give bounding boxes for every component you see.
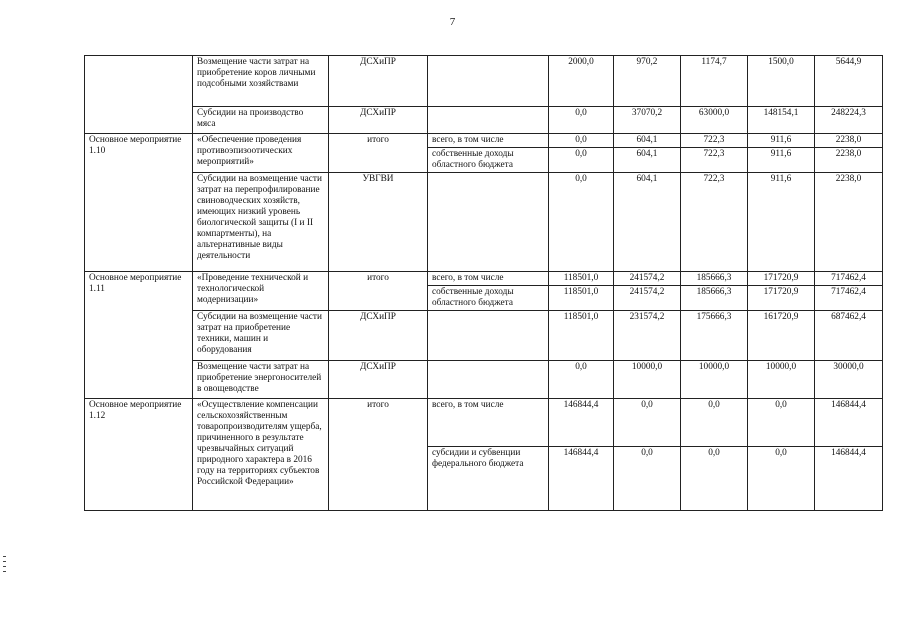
activity-name: Возмещение части затрат на приобретение энергоносителей в овощеводстве [193,361,329,399]
value-cell: 0,0 [614,399,681,447]
activity-name: «Обеспечение проведения противоэпизоотических мероприятий» [193,134,329,173]
table-row [85,173,883,272]
total-cell: 30000,0 [815,361,883,399]
total-cell: 248224,3 [815,107,883,134]
activity-name: Субсидии на возмещение части затрат на приобретение техники, машин и оборудования [193,311,329,361]
margin-mark [3,566,6,567]
funding-source-cell [428,56,549,107]
value-cell: 10000,0 [614,361,681,399]
total-cell: 717462,4 [815,272,883,286]
funding-source-cell: собственные доходы областного бюджета [428,148,549,173]
value-cell: 118501,0 [549,311,614,361]
value-cell: 1500,0 [748,56,815,107]
value-cell: 604,1 [614,134,681,148]
table-row [85,311,883,361]
activity-name: Субсидии на производство мяса [193,107,329,134]
value-cell: 911,6 [748,134,815,148]
value-cell: 0,0 [549,134,614,148]
value-cell: 37070,2 [614,107,681,134]
funding-source-cell: всего, в том числе [428,272,549,286]
funding-source-cell [428,361,549,399]
event-label-cell: Основное мероприятие 1.11 [85,272,193,399]
value-cell: 0,0 [549,107,614,134]
executor-cell: ДСХиПР [329,107,428,134]
event-label-cell: Основное мероприятие 1.12 [85,399,193,511]
value-cell: 148154,1 [748,107,815,134]
value-cell: 231574,2 [614,311,681,361]
value-cell: 0,0 [549,148,614,173]
total-cell: 2238,0 [815,173,883,272]
value-cell: 911,6 [748,148,815,173]
funding-source-cell: всего, в том числе [428,134,549,148]
table-row [85,134,883,148]
activity-name: Возмещение части затрат на приобретение коров личными подсобными хозяйствами [193,56,329,107]
table-row [85,399,883,447]
executor-cell: ДСХиПР [329,361,428,399]
value-cell: 0,0 [748,447,815,511]
executor-cell: ДСХиПР [329,311,428,361]
value-cell: 722,3 [681,173,748,272]
funding-source-cell [428,311,549,361]
value-cell: 1174,7 [681,56,748,107]
funding-source-cell: собственные доходы областного бюджета [428,286,549,311]
value-cell: 118501,0 [549,286,614,311]
value-cell: 146844,4 [549,399,614,447]
funding-source-cell: субсидии и субвенции федерального бюджета [428,447,549,511]
value-cell: 161720,9 [748,311,815,361]
value-cell: 10000,0 [748,361,815,399]
funding-source-cell [428,173,549,272]
value-cell: 0,0 [549,361,614,399]
total-cell: 2238,0 [815,134,883,148]
value-cell: 10000,0 [681,361,748,399]
activity-name: «Осуществление компенсации сельскохозяйственным товаропроизводителям ущерба, причиненного в результате чрезвычайных ситуаций природного характера в 2016 году на территориях субъектов Российской Федерации» [193,399,329,511]
table-row [85,361,883,399]
margin-mark [3,556,6,557]
value-cell: 241574,2 [614,286,681,311]
executor-cell: итого [329,134,428,173]
executor-cell: ДСХиПР [329,56,428,107]
value-cell: 185666,3 [681,272,748,286]
total-cell: 146844,4 [815,447,883,511]
value-cell: 63000,0 [681,107,748,134]
value-cell: 970,2 [614,56,681,107]
value-cell: 146844,4 [549,447,614,511]
total-cell: 2238,0 [815,148,883,173]
executor-cell: итого [329,272,428,311]
value-cell: 241574,2 [614,272,681,286]
activity-name: Субсидии на возмещение части затрат на перепрофилирование свиноводческих хозяйств, имеющих низкий уровень биологической защиты (I и II компартменты), на альтернативные виды деятельности [193,173,329,272]
value-cell: 0,0 [681,399,748,447]
value-cell: 118501,0 [549,272,614,286]
table-row [85,272,883,286]
value-cell: 604,1 [614,148,681,173]
value-cell: 722,3 [681,148,748,173]
value-cell: 185666,3 [681,286,748,311]
value-cell: 911,6 [748,173,815,272]
total-cell: 5644,9 [815,56,883,107]
value-cell: 175666,3 [681,311,748,361]
margin-mark [3,561,6,562]
total-cell: 146844,4 [815,399,883,447]
total-cell: 717462,4 [815,286,883,311]
value-cell: 171720,9 [748,272,815,286]
page-number: 7 [449,16,456,28]
value-cell: 0,0 [549,173,614,272]
executor-cell: итого [329,399,428,511]
value-cell: 0,0 [681,447,748,511]
executor-cell: УВГВИ [329,173,428,272]
value-cell: 604,1 [614,173,681,272]
funding-source-cell [428,107,549,134]
value-cell: 722,3 [681,134,748,148]
table-row [85,107,883,134]
event-label-cell: Основное мероприятие 1.10 [85,134,193,272]
value-cell: 2000,0 [549,56,614,107]
activity-name: «Проведение технической и технологической модернизации» [193,272,329,311]
value-cell: 171720,9 [748,286,815,311]
value-cell: 0,0 [614,447,681,511]
table-row [85,56,883,107]
program-activities-table [84,55,883,511]
total-cell: 687462,4 [815,311,883,361]
value-cell: 0,0 [748,399,815,447]
margin-marks [3,556,6,576]
funding-source-cell: всего, в том числе [428,399,549,447]
margin-mark [3,571,6,572]
event-label-cell [85,56,193,134]
